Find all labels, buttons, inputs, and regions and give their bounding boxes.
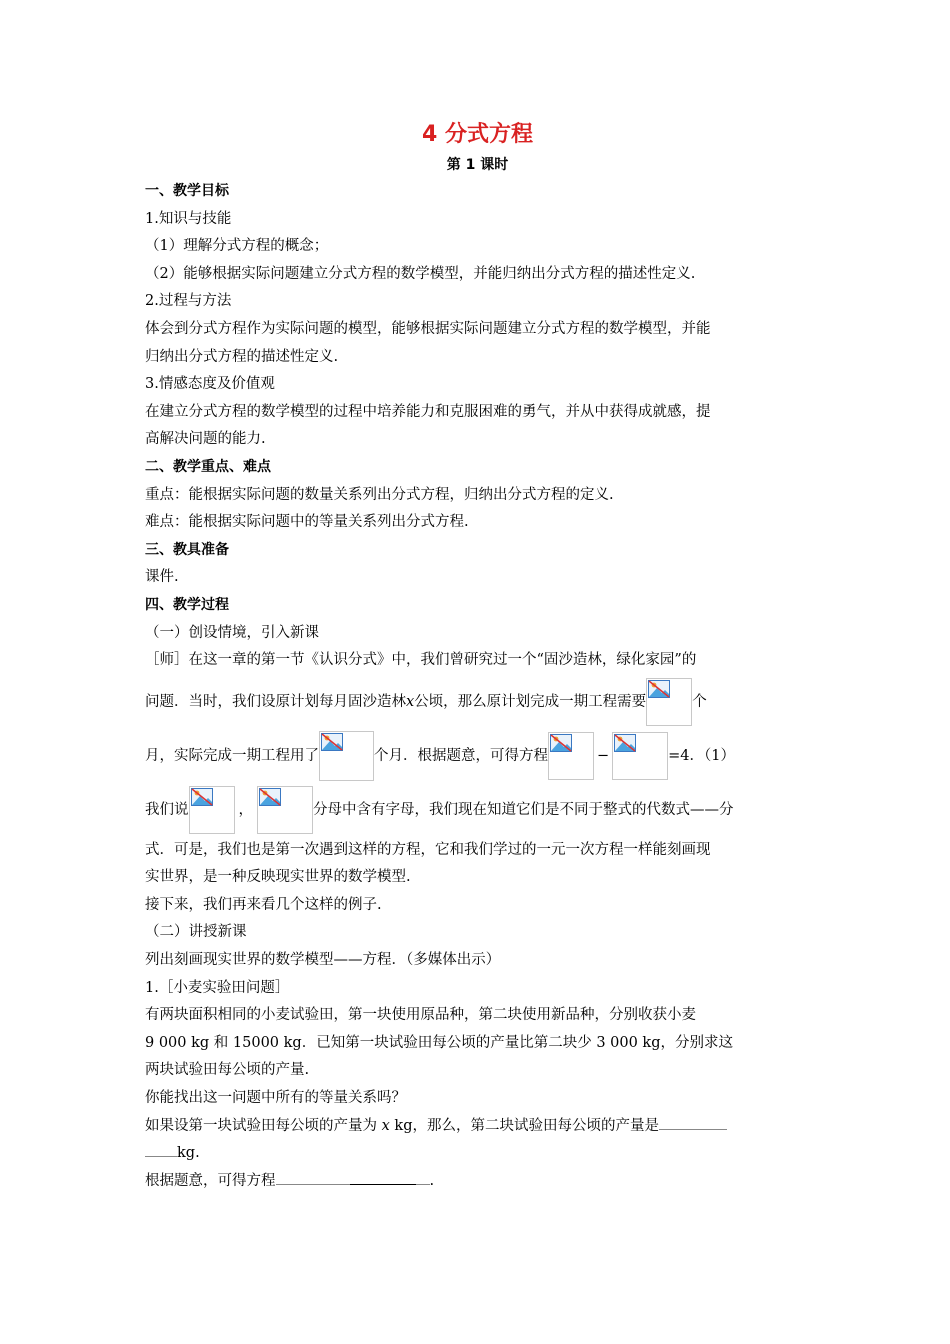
paragraph: 列出刻画现实世界的数学模型——方程．（多媒体出示） [145,952,501,969]
answer-blank[interactable] [416,1170,430,1185]
variable-x: x [381,1117,390,1134]
section-heading: 四、教学过程 [145,596,229,613]
text: 月，实际完成一期工程用了 [145,747,319,764]
minus-sign: − [597,747,610,764]
comma: ， [238,801,253,818]
paragraph-with-blank [145,1113,810,1141]
text: kg. [177,1145,200,1162]
section-heading: 一、教学目标 [145,183,229,199]
section-heading: 二、教学重点、难点 [145,458,271,475]
broken-image-icon [189,786,235,834]
paragraph-with-formula [145,783,810,837]
paragraph: 式．可是，我们也是第一次遇到这样的方程，它和我们学过的一元一次方程一样能刻画现 [145,841,711,858]
paragraph: 9 000 kg 和 15000 kg．已知第一块试验田每公顷的产量比第二块少 3 000 kg，分别求这 [145,1034,734,1051]
paragraph: 2.过程与方法 [145,293,232,310]
text: 我们说 [145,801,189,818]
paragraph: 课件. [145,569,179,586]
answer-blank[interactable] [659,1115,727,1130]
paragraph: （2）能够根据实际问题建立分式方程的数学模型，并能归纳出分式方程的描述性定义. [145,265,696,282]
broken-image-icon [646,678,692,726]
paragraph: 重点：能根据实际问题的数量关系列出分式方程，归纳出分式方程的定义. [145,486,614,503]
text: 公顷，那么原计划完成一期工程需要 [414,693,647,710]
text: 如果设第一块试验田每公顷的产量为 [145,1117,382,1134]
page-title: 4 分式方程 [422,122,533,147]
paragraph: 归纳出分式方程的描述性定义. [145,348,339,365]
variable-x: x [406,693,415,710]
paragraph-with-blank [145,1168,810,1196]
broken-image-icon [612,732,668,780]
text: 根据题意，可得方程 [145,1172,276,1189]
broken-image-icon [548,732,594,780]
section-heading: 三、教具准备 [145,541,229,558]
paragraph: 有两块面积相同的小麦试验田，第一块使用原品种，第二块使用新品种，分别收获小麦 [145,1007,696,1024]
paragraph-with-formula [145,729,810,783]
paragraph: 高解决问题的能力. [145,431,266,448]
text: 分母中含有字母，我们现在知道它们是不同于整式的代数式——分 [313,801,734,818]
paragraph: 1.［小麦实验田问题］ [145,979,290,996]
paragraph: 难点：能根据实际问题中的等量关系列出分式方程. [145,514,469,531]
text: =4．（1） [668,747,736,764]
broken-image-icon [319,731,374,781]
paragraph: 你能找出这一问题中所有的等量关系吗？ [145,1090,406,1107]
answer-blank[interactable] [145,1142,177,1157]
paragraph: （二）讲授新课 [145,924,247,941]
broken-image-icon [257,786,313,834]
text: . [429,1172,435,1189]
paragraph: 3.情感态度及价值观 [145,376,275,393]
paragraph: 接下来，我们再来看几个这样的例子. [145,896,382,913]
paragraph: （一）创设情境，引入新课 [145,624,319,641]
paragraph: 实世界，是一种反映现实世界的数学模型. [145,869,411,886]
text: 个 [692,693,707,710]
paragraph: 1.知识与技能 [145,210,232,227]
paragraph: 体会到分式方程作为实际问题的模型，能够根据实际问题建立分式方程的数学模型，并能 [145,320,711,337]
paragraph-with-blank [145,1140,810,1168]
page-subtitle: 第 1 课时 [446,157,509,173]
text: 问题．当时，我们设原计划每月固沙造林 [145,693,406,710]
document-page [145,118,810,1195]
answer-blank[interactable] [350,1170,416,1185]
paragraph: 在建立分式方程的数学模型的过程中培养能力和克服困难的勇气，并从中获得成就感，提 [145,403,711,420]
answer-blank[interactable] [276,1170,350,1185]
paragraph: 两块试验田每公顷的产量. [145,1062,310,1079]
paragraph: （1）理解分式方程的概念； [145,238,329,255]
text: 个月．根据题意，可得方程 [374,747,548,764]
text: kg，那么，第二块试验田每公顷的产量是 [389,1117,659,1134]
paragraph-with-formula [145,675,810,729]
paragraph: ［师］在这一章的第一节《认识分式》中，我们曾研究过一个“固沙造林，绿化家园”的 [145,652,697,669]
